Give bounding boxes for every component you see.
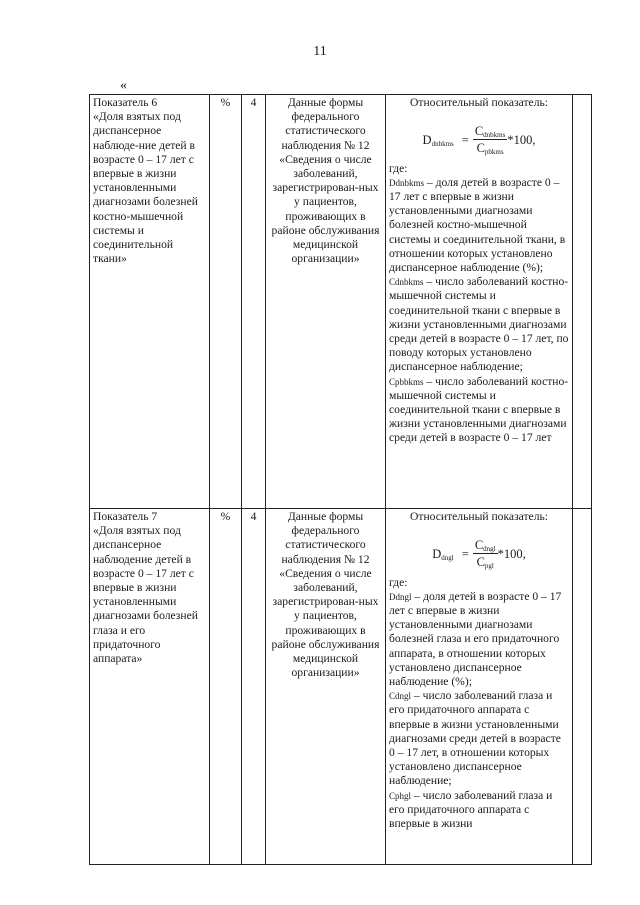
data-source-cell bbox=[266, 509, 386, 865]
formula bbox=[389, 124, 569, 155]
calculation-cell bbox=[386, 509, 573, 865]
formula-equals: = bbox=[461, 546, 469, 561]
formula-numerator: $C_{dnbkms}$ bbox=[474, 124, 506, 140]
definition: Ddngl – доля детей в возрасте 0 – 17 лет с впервые в жизни установленными диагнозами болезней глаза и его придаточного аппарата, в отношении которых установлено диспансерное наблюдение (%); bbox=[389, 589, 562, 689]
unit-value: % bbox=[220, 510, 231, 523]
opening-quote-mark: « bbox=[120, 78, 127, 93]
formula-tail: *100, bbox=[497, 546, 526, 561]
where-label: где: bbox=[389, 575, 408, 589]
page-number: 11 bbox=[313, 44, 327, 59]
definition: Cpbbkms – число заболеваний костно-мышечной системы и соединительной ткани с впервые в жизни установленными диагнозами среди детей в возрасте 0 – 17 лет bbox=[389, 374, 569, 445]
calculation-cell bbox=[386, 95, 573, 509]
empty-cell bbox=[573, 509, 592, 865]
formula-lhs: $D_{dnbkms}$ bbox=[422, 132, 454, 148]
unit-value: % bbox=[220, 96, 231, 109]
definition: Cphgl – число заболеваний глаза и его придаточного аппарата с впервые в жизни bbox=[389, 788, 553, 831]
indicators-table bbox=[89, 94, 592, 865]
weight-value: 4 bbox=[250, 96, 257, 109]
data-source-text: Данные формы федерального статистического наблюдения № 12 «Сведения о числе заболеваний, зарегистрирован-ных у пациентов, проживающих в районе обслуживания медицинской организации» bbox=[271, 510, 380, 680]
formula-denominator: $C_{pgl}$ bbox=[476, 555, 494, 571]
formula-fraction bbox=[473, 124, 508, 155]
unit-cell bbox=[210, 95, 242, 509]
definition: Cdnbkms – число заболеваний костно-мышечной системы и соединительной ткани с впервые в жизни установленными диагнозами среди детей в возрасте 0 – 17 лет, по поводу которых установлено диспансерное наблюдение; bbox=[389, 275, 569, 374]
indicator-name-cell bbox=[90, 509, 210, 865]
data-source-text: Данные формы федерального статистического наблюдения № 12 «Сведения о числе заболеваний, зарегистрирован-ных у пациентов, проживающих в районе обслуживания медицинской организации» bbox=[271, 96, 380, 266]
weight-cell bbox=[242, 509, 266, 865]
table-row bbox=[90, 95, 592, 509]
formula-numerator: $C_{dngl}$ bbox=[474, 538, 496, 554]
calculation-title: Относительный показатель: bbox=[410, 510, 548, 523]
formula-denominator: $C_{pbkms}$ bbox=[476, 141, 504, 157]
weight-value: 4 bbox=[250, 510, 257, 523]
formula-fraction bbox=[473, 538, 498, 569]
definition: Ddnbkms – доля детей в возрасте 0 – 17 лет с впервые в жизни установленными диагнозами болезней костно-мышечной системы и соединительной ткани, в отношении которых установлено диспансерное наблюдение (%); bbox=[389, 175, 566, 275]
indicator-name: Показатель 6 «Доля взятых под диспансерное наблюде-ние детей в возрасте 0 – 17 лет с впервые в жизни установленными диагнозами болезней костно-мышечной системы и соединительной ткани» bbox=[93, 96, 198, 266]
empty-cell bbox=[573, 95, 592, 509]
formula-tail: *100, bbox=[507, 132, 536, 147]
formula-equals: = bbox=[461, 132, 469, 147]
calculation-title: Относительный показатель: bbox=[410, 96, 548, 109]
formula bbox=[389, 538, 569, 569]
definition: Cdngl – число заболеваний глаза и его придаточного аппарата с впервые в жизни установленными диагнозами среди детей в возрасте 0 – 17 лет, в отношении которых установлено диспансерное наблюдение; bbox=[389, 689, 561, 788]
table-row bbox=[90, 509, 592, 865]
data-source-cell bbox=[266, 95, 386, 509]
indicator-name-cell bbox=[90, 95, 210, 509]
indicator-name: Показатель 7 «Доля взятых под диспансерное наблюдение детей в возрасте 0 – 17 лет с впервые в жизни установленными диагнозами болезней глаза и его придаточного аппарата» bbox=[93, 510, 198, 666]
weight-cell bbox=[242, 95, 266, 509]
where-label: где: bbox=[389, 161, 408, 175]
unit-cell bbox=[210, 509, 242, 865]
formula-lhs: $D_{dngl}$ bbox=[432, 546, 454, 562]
